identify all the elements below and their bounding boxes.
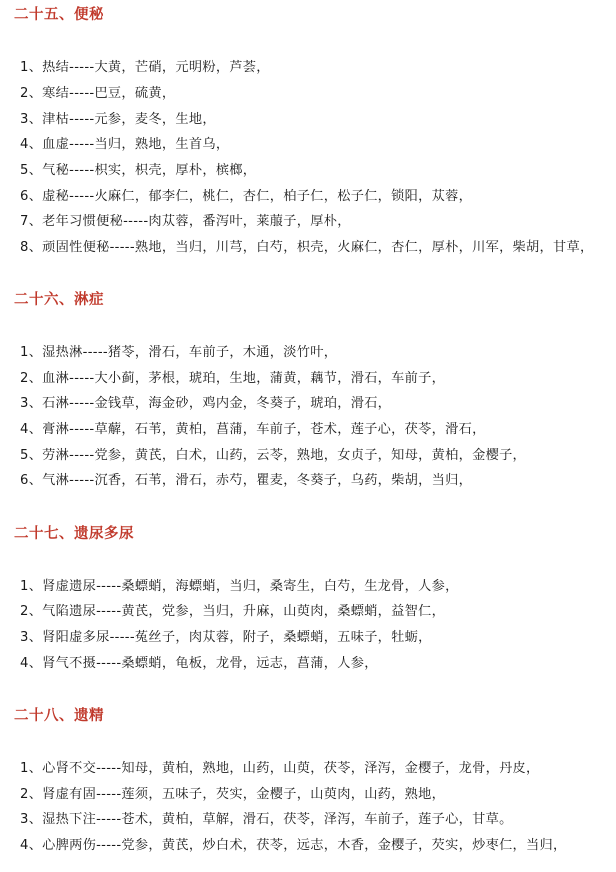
list-item: 2、寒结-----巴豆，硫黄， [20, 86, 176, 101]
list-item: 3、湿热下注-----苍术，黄柏，草解，滑石，茯苓，泽泻，车前子，莲子心，甘草。 [20, 812, 513, 827]
list-item: 2、血淋-----大小蓟，茅根，琥珀，生地，蒲黄，藕节，滑石，车前子， [20, 371, 446, 386]
list-item: 5、气秘-----枳实，枳壳，厚朴，槟榔， [20, 163, 257, 178]
list-item: 6、气淋-----沉香，石苇，滑石，赤芍，瞿麦，冬葵子，乌药，柴胡，当归， [20, 473, 473, 488]
section-heading-enuresis: 二十七、遗尿多尿 [14, 526, 134, 542]
section-heading-stranguria: 二十六、淋症 [14, 292, 104, 308]
list-item: 1、热结-----大黄，芒硝，元明粉，芦荟， [20, 60, 270, 75]
section-heading-constipation: 二十五、便秘 [14, 7, 104, 23]
list-item: 2、肾虚有固-----莲须，五味子，芡实，金樱子，山萸肉，山药，熟地， [20, 787, 446, 802]
list-item: 4、肾气不摄-----桑螵蛸，龟板，龙骨，远志，菖蒲，人参， [20, 656, 378, 671]
list-item: 1、肾虚遗尿-----桑螵蛸，海螵蛸，当归，桑寄生，白芍，生龙骨，人参， [20, 579, 459, 594]
list-item: 3、津枯-----元参，麦冬，生地， [20, 112, 216, 127]
list-item: 4、膏淋-----草薢，石苇，黄柏，菖蒲，车前子，苍术，莲子心，茯苓，滑石， [20, 422, 486, 437]
section-heading-spermatorrhea: 二十八、遗精 [14, 708, 104, 724]
list-item: 4、血虚-----当归，熟地，生首乌， [20, 137, 230, 152]
list-item: 7、老年习惯便秘-----肉苁蓉，番泻叶，莱菔子，厚朴， [20, 214, 351, 229]
list-item: 5、劳淋-----党参，黄芪，白术，山药，云苓，熟地，女贞子，知母，黄柏，金樱子， [20, 448, 527, 463]
list-item: 8、顽固性便秘-----熟地，当归，川芎，白芍，枳壳，火麻仁，杏仁，厚朴，川军，柴胡，甘草， [20, 240, 594, 255]
list-item: 4、心脾两伤-----党参，黄芪，炒白术，茯苓，远志，木香，金樱子，芡实，炒枣仁，当归， [20, 838, 567, 853]
list-item: 1、心肾不交-----知母，黄柏，熟地，山药，山萸，茯苓，泽泻，金樱子，龙骨，丹皮， [20, 761, 540, 776]
list-item: 6、虚秘-----火麻仁，郁李仁，桃仁，杏仁，柏子仁，松子仁，锁阳，苁蓉， [20, 189, 473, 204]
list-item: 1、湿热淋-----猪苓，滑石，车前子，木通，淡竹叶， [20, 345, 338, 360]
list-item: 2、气陷遗尿-----黄芪，党参，当归，升麻，山萸肉，桑螵蛸，益智仁， [20, 604, 446, 619]
list-item: 3、石淋-----金钱草，海金砂，鸡内金，冬葵子，琥珀，滑石， [20, 396, 392, 411]
list-item: 3、肾阳虚多尿-----菟丝子，肉苁蓉，附子，桑螵蛸，五味子，牡蛎， [20, 630, 432, 645]
